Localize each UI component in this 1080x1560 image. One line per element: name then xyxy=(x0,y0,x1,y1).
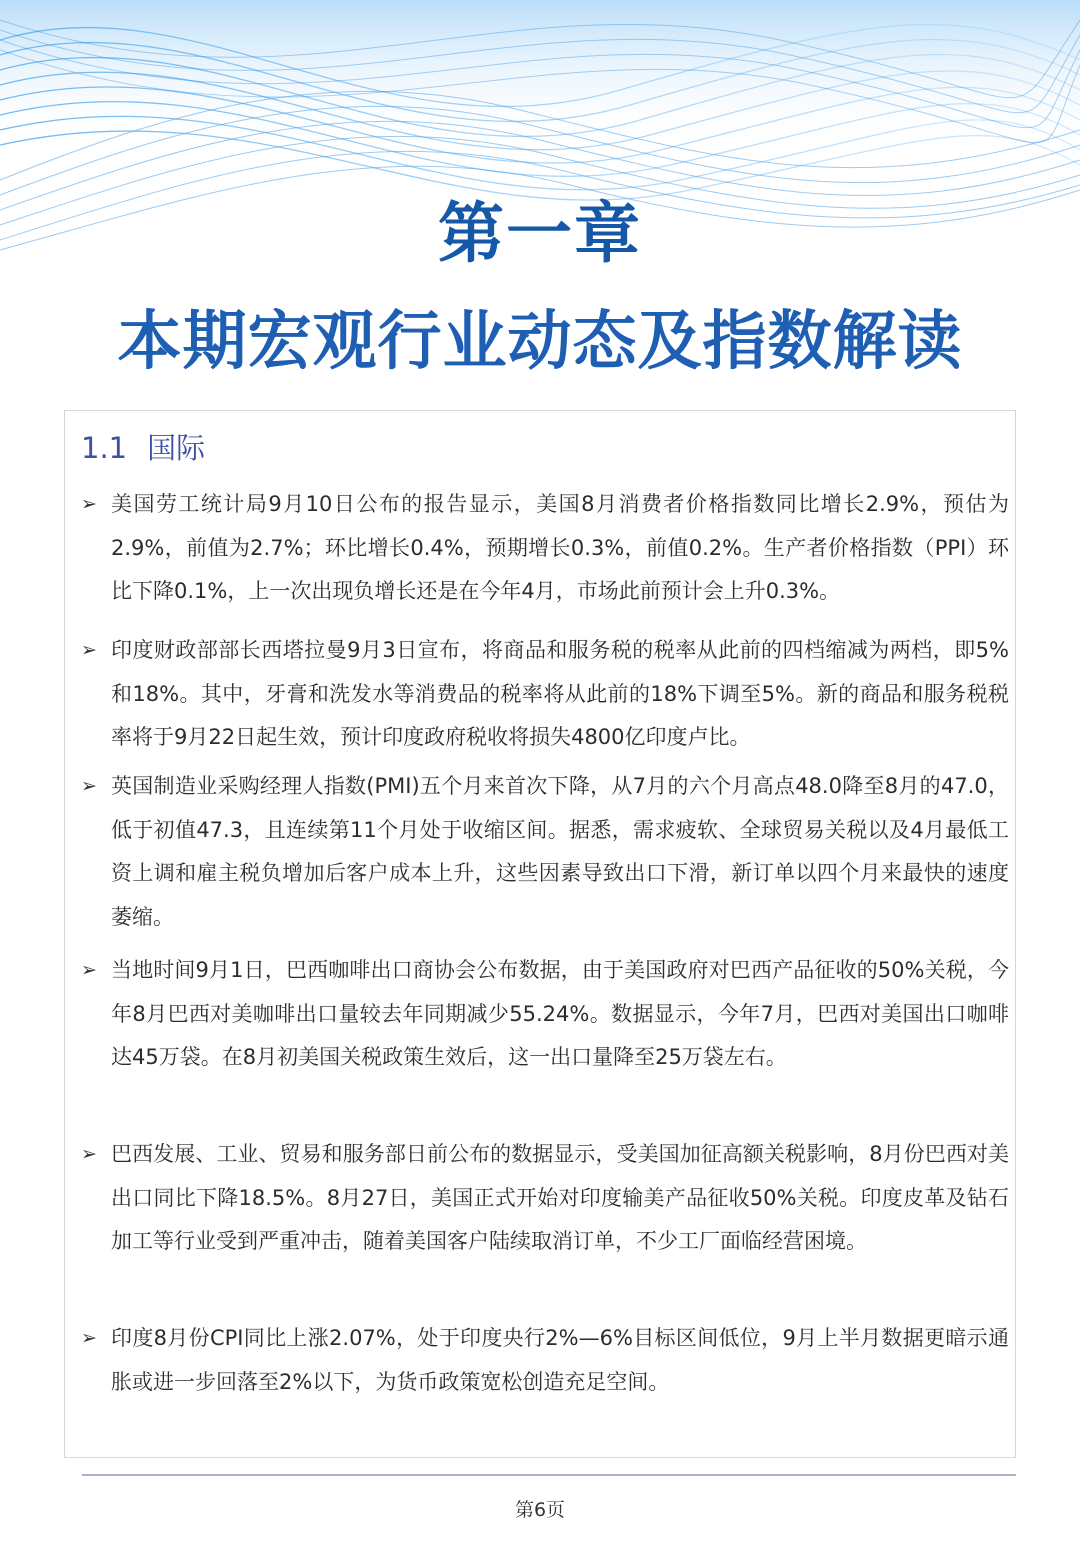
list-item xyxy=(81,483,1011,614)
arrow-bullet-icon: ➢ xyxy=(81,959,97,981)
list-item xyxy=(81,949,1011,1080)
section-heading xyxy=(81,425,205,471)
arrow-bullet-icon: ➢ xyxy=(81,775,97,797)
section-number: 1.1 xyxy=(81,431,128,465)
chapter-title: 第一章 xyxy=(438,195,642,272)
arrow-bullet-icon: ➢ xyxy=(81,1327,97,1349)
chapter-subtitle: 本期宏观行业动态及指数解读 xyxy=(117,305,963,379)
list-item-text: 英国制造业采购经理人指数(PMI)五个月来首次下降，从7月的六个月高点48.0降至8月的47.0，低于初值47.3，且连续第11个月处于收缩区间。据悉，需求疲软、全球贸易关税以及4月最低工资上调和雇主税负增加后客户成本上升，这些因素导致出口下滑，新订单以四个月来最快的速度萎缩。 xyxy=(111,774,1009,929)
footer-divider xyxy=(82,1474,1016,1476)
list-item-text: 美国劳工统计局9月10日公布的报告显示，美国8月消费者价格指数同比增长2.9%，预估为2.9%，前值为2.7%；环比增长0.4%，预期增长0.3%，前值0.2%。生产者价格指数（PPI）环比下降0.1%，上一次出现负增长还是在今年4月，市场此前预计会上升0.3%。 xyxy=(111,492,1009,603)
list-item-text: 当地时间9月1日，巴西咖啡出口商协会公布数据，由于美国政府对巴西产品征收的50%关税，今年8月巴西对美咖啡出口量较去年同期减少55.24%。数据显示，今年7月，巴西对美国出口咖啡达45万袋。在8月初美国关税政策生效后，这一出口量降至25万袋左右。 xyxy=(111,958,1009,1069)
arrow-bullet-icon: ➢ xyxy=(81,493,97,515)
list-item xyxy=(81,1317,1011,1404)
list-item xyxy=(81,629,1011,760)
list-item xyxy=(81,1133,1011,1264)
content-box xyxy=(64,410,1016,1458)
list-item xyxy=(81,765,1011,939)
page-number: 第6页 xyxy=(514,1499,566,1521)
list-item-text: 印度8月份CPI同比上涨2.07%，处于印度央行2%—6%目标区间低位，9月上半月数据更暗示通胀或进一步回落至2%以下，为货币政策宽松创造充足空间。 xyxy=(111,1326,1009,1394)
arrow-bullet-icon: ➢ xyxy=(81,1143,97,1165)
arrow-bullet-icon: ➢ xyxy=(81,639,97,661)
list-item-text: 印度财政部部长西塔拉曼9月3日宣布，将商品和服务税的税率从此前的四档缩减为两档，即5%和18%。其中，牙膏和洗发水等消费品的税率将从此前的18%下调至5%。新的商品和服务税税率将于9月22日起生效，预计印度政府税收将损失4800亿印度卢比。 xyxy=(111,638,1009,749)
section-title: 国际 xyxy=(147,431,206,465)
list-item-text: 巴西发展、工业、贸易和服务部日前公布的数据显示，受美国加征高额关税影响，8月份巴西对美出口同比下降18.5%。8月27日，美国正式开始对印度输美产品征收50%关税。印度皮革及钻石加工等行业受到严重冲击，随着美国客户陆续取消订单，不少工厂面临经营困境。 xyxy=(111,1142,1009,1253)
